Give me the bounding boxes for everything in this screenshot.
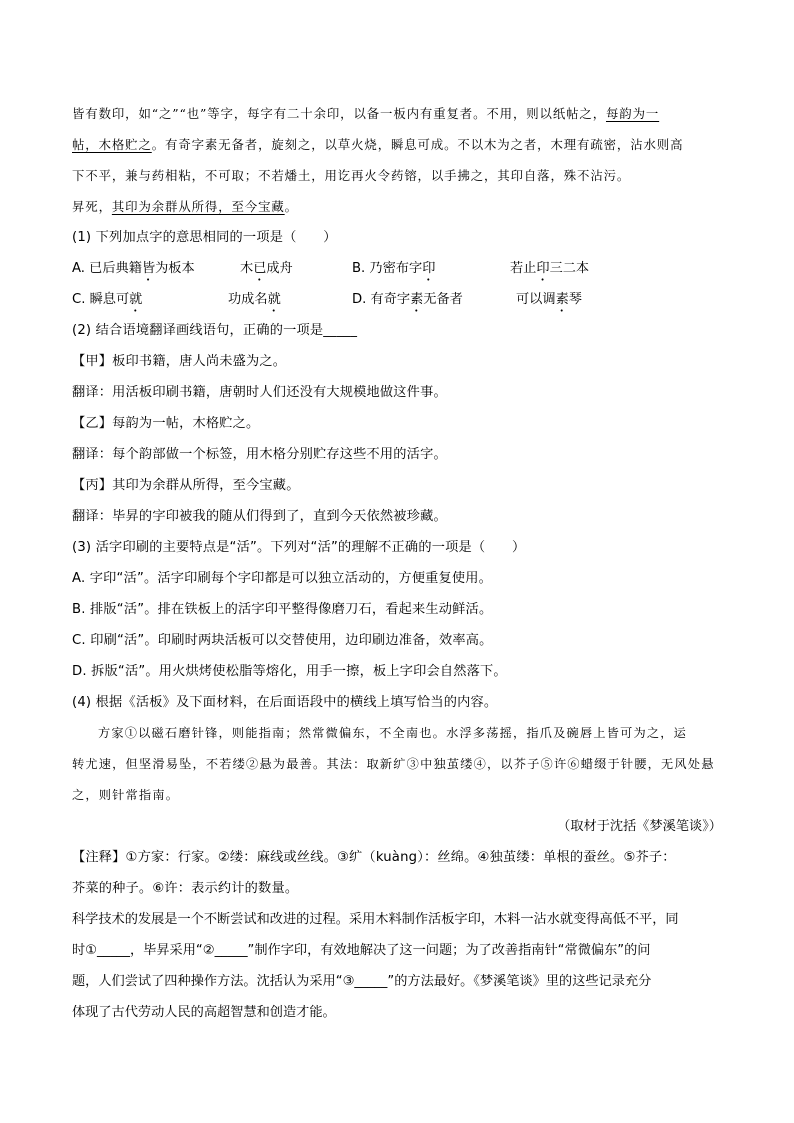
underlined-sentence-yi-cont: 帖，木格贮之	[72, 137, 152, 152]
underlined-sentence-yi: 每韵为一	[605, 106, 660, 121]
option-b[interactable]: B. 乃密布字印	[352, 261, 436, 276]
q2-bing-translation: 翻译：毕昇的字印被我的随从们得到了，直到今天依然被珍藏。	[72, 509, 447, 524]
notes-line-1: 【注释】①方家：行家。②缕：麻线或丝线。③纩（kuàng）：丝绵。④独茧缕：单根的蚕丝。⑤芥子：	[72, 850, 676, 865]
q3-option-d[interactable]: D. 拆版“活”。用火烘烤使松脂等熔化，用手一擦，板上字印会自然落下。	[72, 664, 507, 679]
option-c[interactable]: C. 瞬息可就	[72, 292, 143, 307]
q3-option-b[interactable]: B. 排版“活”。排在铁板上的活字印平整得像磨刀石，看起来生动鲜活。	[72, 602, 493, 617]
classical-line-2	[72, 129, 722, 160]
question-1-stem: (1) 下列加点字的意思相同的一项是（ ）	[72, 230, 337, 245]
option-d[interactable]: D. 有奇字素无备者	[352, 292, 463, 307]
classical-text: 昇死，	[72, 199, 112, 214]
option-b-compare: 若止印三二本	[510, 261, 590, 276]
option-d-compare: 可以调素琴	[516, 292, 582, 307]
q2-bing: 【丙】其印为余群从所得，至今宝藏。	[72, 478, 300, 493]
classical-text: 皆有数印，如“之”“也”等字，每字有二十余印，以备一板内有重复者。不用，则以纸帖之，	[72, 106, 606, 121]
q2-jia-translation: 翻译：用活板印刷书籍，唐朝时人们还没有大规模地做这件事。	[72, 385, 447, 400]
document-page	[72, 98, 722, 1028]
q2-yi: 【乙】每韵为一帖，木格贮之。	[72, 416, 260, 431]
question-4-stem: (4) 根据《活板》及下面材料，在后面语段中的横线上填写恰当的内容。	[72, 695, 498, 710]
material-passage: 方家①以磁石磨针锋，则能指南；然常微偏东，不全南也。水浮多荡摇，指爪及碗唇上皆可为之，运 转尤速，但坚滑易坠，不若缕②悬为最善。其法：取新纩③中独茧缕④，以芥子⑤许⑥蜡缀于针腰，无风处悬 之，则针常指南。	[72, 726, 715, 802]
q3-option-c[interactable]: C. 印刷“活”。印刷时两块活板可以交替使用，边印刷边准备，效率高。	[72, 633, 493, 648]
option-c-compare: 功成名就	[228, 292, 281, 307]
question-1-row-ab	[72, 253, 722, 284]
q2-yi-translation: 翻译：每个韵部做一个标签，用木格分别贮存这些不用的活字。	[72, 447, 447, 462]
q2-jia: 【甲】板印书籍，唐人尚未盛为之。	[72, 354, 287, 369]
notes-line-2: 芥菜的种子。⑥许：表示约计的数量。	[72, 881, 299, 896]
question-1-row-cd	[72, 284, 722, 315]
classical-text: 。有奇字素无备者，旋刻之，以草火烧，瞬息可成。不以木为之者，木理有疏密，沾水则高	[151, 137, 684, 152]
option-a[interactable]: A. 已后典籍皆为板本	[72, 261, 195, 276]
q3-option-a[interactable]: A. 字印“活”。活字印刷每个字印都是可以独立活动的，方便重复使用。	[72, 571, 493, 586]
classical-line-4	[72, 191, 722, 222]
question-2-stem: (2) 结合语境翻译画线语句，正确的一项是_____	[72, 323, 358, 338]
fill-in-paragraph: 科学技术的发展是一个不断尝试和改进的过程。采用木料制作活板字印，木料一沾水就变得高低不平，同 时①_____，毕昇采用“②_____”制作字印，有效地解决了这一问题；为了改善指南针“常微偏东”的问 题，人们尝试了四种操作方法。沈括认为采用“③_____”的方法最好。《梦溪笔谈》里的这些记录充分 体现了古代劳动人民的高超智慧和创造才能。	[72, 912, 679, 1020]
material-source: （取材于沈括《梦溪笔谈》）	[557, 819, 722, 834]
option-a-compare: 木已成舟	[240, 261, 293, 276]
classical-line-3	[72, 160, 722, 191]
classical-line-1	[72, 98, 722, 129]
underlined-sentence-bing: 其印为余群从所得，至今宝藏	[111, 199, 285, 214]
question-3-stem: (3) 活字印刷的主要特点是“活”。下列对“活”的理解不正确的一项是（ ）	[72, 540, 526, 555]
classical-text: 下不平，兼与药相粘，不可取；不若燔土，用讫再火令药镕，以手拂之，其印自落，殊不沾污。	[72, 168, 631, 183]
classical-text: 。	[284, 199, 298, 214]
